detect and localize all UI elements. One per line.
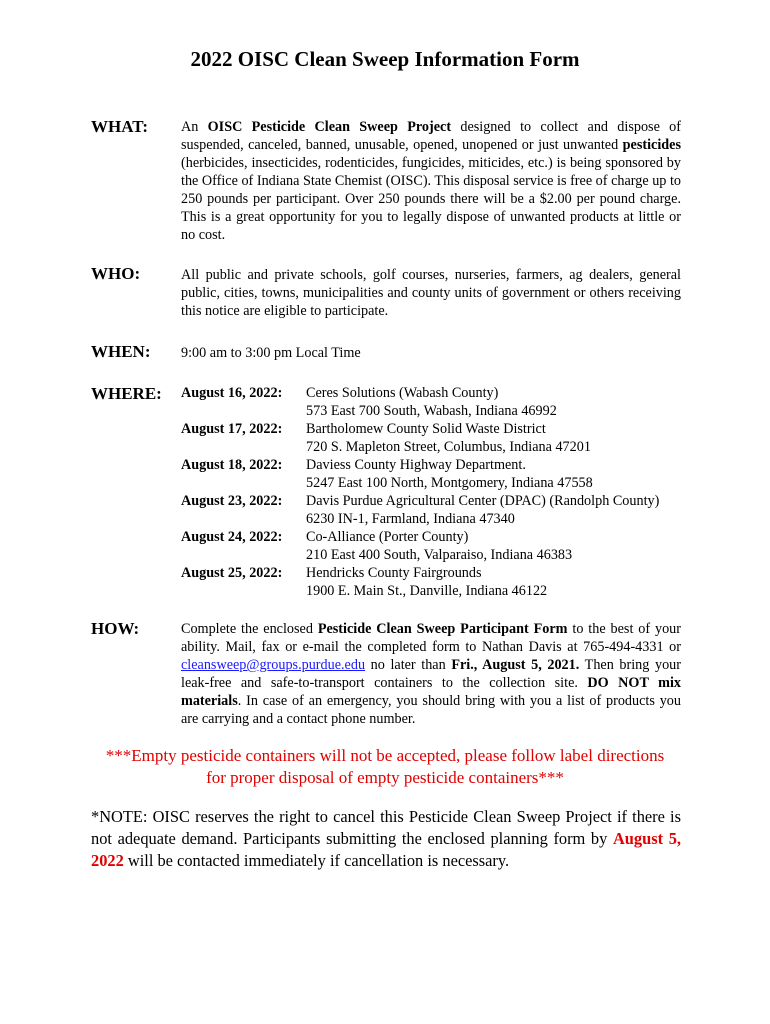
when-label: WHEN: — [91, 342, 151, 361]
participant-form-name: Pesticide Clean Sweep Participant Form — [317, 621, 568, 637]
who-paragraph: All public and private schools, golf courses, nurseries, farmers, ag dealers, general public, cities, towns, municipalities and county units of government or others receiving this notice are eligible to participate. — [181, 267, 681, 319]
schedule-item — [181, 384, 691, 420]
deadline-date: Fri., August 5, 2021. — [451, 657, 580, 673]
event-location: Co-Alliance (Porter County) — [306, 529, 469, 545]
note-deadline: August 5, 2022 — [91, 829, 681, 870]
event-location: Daviess County Highway Department. — [306, 457, 526, 473]
email-link[interactable]: cleansweep@groups.purdue.edu — [181, 657, 366, 673]
page-title: 2022 OISC Clean Sweep Information Form — [190, 47, 580, 71]
event-address: 210 East 400 South, Valparaiso, Indiana 46383 — [306, 547, 573, 563]
event-address: 720 S. Mapleton Street, Columbus, Indiana 47201 — [306, 439, 591, 455]
schedule-item — [181, 528, 691, 564]
cancellation-note: *NOTE: OISC reserves the right to cancel this Pesticide Clean Sweep Project if there is not adequate demand. Participants submitting the enclosed planning form by August 5, 2022 will be contacted immediately if cancellation is necessary. — [91, 807, 681, 870]
what-label: WHAT: — [91, 117, 148, 136]
event-date: August 23, 2022: — [181, 493, 283, 509]
schedule-list — [181, 384, 691, 600]
who-label: WHO: — [91, 264, 141, 283]
event-date: August 16, 2022: — [181, 385, 283, 401]
event-address: 1900 E. Main St., Danville, Indiana 46122 — [306, 583, 548, 599]
schedule-item — [181, 564, 691, 600]
how-paragraph: Complete the enclosed Pesticide Clean Sweep Participant Form to the best of your ability. Mail, fax or e-mail the completed form to Nathan Davis at 765-494-4331 or cleansweep@groups.purdue.edu no later than Fri., August 5, 2021. Then bring your leak-free and safe-to-transport containers to the collection site. DO NOT mix materials. In case of an emergency, you should bring with you a list of products you are carrying and a contact phone number. — [181, 621, 682, 727]
event-location: Davis Purdue Agricultural Center (DPAC) (Randolph County) — [306, 493, 660, 509]
event-address: 5247 East 100 North, Montgomery, Indiana 47558 — [306, 475, 593, 491]
schedule-item — [181, 420, 691, 456]
what-paragraph: An OISC Pesticide Clean Sweep Project designed to collect and dispose of suspended, canceled, banned, unusable, opened, unopened or just unwanted pesticides (herbicides, insecticides, rodenticides, fungicides, miticides, etc.) is being sponsored by the Office of Indiana State Chemist (OISC). This disposal service is free of charge up to 250 pounds per participant. Over 250 pounds there will be a $2.00 per pound charge. This is a great opportunity for you to legally dispose of unwanted products at little or no cost. — [181, 119, 681, 243]
event-date: August 25, 2022: — [181, 565, 283, 581]
how-label: HOW: — [91, 619, 140, 638]
where-label: WHERE: — [91, 384, 162, 403]
schedule-item — [181, 456, 691, 492]
event-address: 573 East 700 South, Wabash, Indiana 46992 — [306, 403, 557, 419]
event-date: August 18, 2022: — [181, 457, 283, 473]
event-date: August 17, 2022: — [181, 421, 283, 437]
when-paragraph: 9:00 am to 3:00 pm Local Time — [181, 345, 361, 361]
event-location: Ceres Solutions (Wabash County) — [306, 385, 499, 401]
event-date: August 24, 2022: — [181, 529, 283, 545]
project-name: OISC Pesticide Clean Sweep Project — [207, 119, 452, 135]
schedule-item — [181, 492, 691, 528]
event-location: Hendricks County Fairgrounds — [306, 565, 482, 581]
event-address: 6230 IN-1, Farmland, Indiana 47340 — [306, 511, 515, 527]
event-location: Bartholomew County Solid Waste District — [306, 421, 546, 437]
warning-notice: ***Empty pesticide containers will not be accepted, please follow label directions for proper disposal of empty pesticide containers*** — [105, 746, 665, 787]
